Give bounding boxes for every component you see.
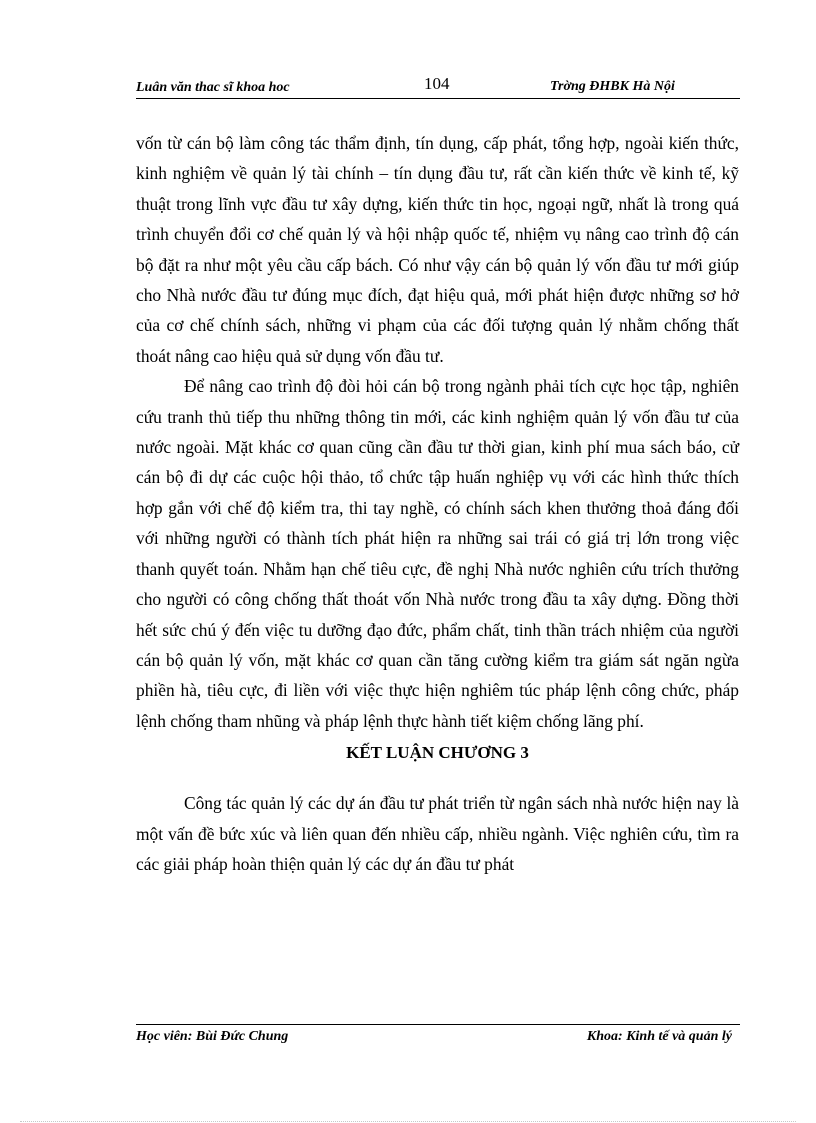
header-university: Trờng ĐHBK Hà Nội [550,79,675,94]
section-heading: KẾT LUẬN CHƯƠNG 3 [346,743,529,763]
document-body [136,128,739,879]
body-paragraph-3: Công tác quản lý các dự án đầu tư phát triển từ ngân sách nhà nước hiện nay là một vấn đề bức xúc và liên quan đến nhiều cấp, nhiều ngành. Việc nghiên cứu, tìm ra các giải pháp hoàn thiện quản lý các dự án đầu tư phát [136,793,739,874]
body-paragraph-1: vốn từ cán bộ làm công tác thẩm định, tín dụng, cấp phát, tổng hợp, ngoài kiến thức, kinh nghiệm về quản lý tài chính – tín dụng đầu tư, rất cần kiến thức về kinh tế, kỹ thuật trong lĩnh vực đầu tư xây dựng, kiến thức tin học, ngoại ngữ, nhất là trong quá trình chuyển đổi cơ chế quản lý và hội nhập quốc tế, nhiệm vụ nâng cao trình độ cán bộ đặt ra như một yêu cầu cấp bách. Có như vậy cán bộ quản lý vốn đầu tư mới giúp cho Nhà nước đầu tư đúng mục đích, đạt hiệu quả, mới phát hiện được những sơ hở của cơ chế chính sách, những vi phạm của các đối tượng quản lý nhằm chống thất thoát nâng cao hiệu quả sử dụng vốn đầu tư. [136,133,739,366]
body-paragraph-2: Để nâng cao trình độ đòi hỏi cán bộ trong ngành phải tích cực học tập, nghiên cứu tranh thủ tiếp thu những thông tin mới, các kinh nghiệm quản lý vốn đầu tư của nước ngoài. Mặt khác cơ quan cũng cần đầu tư thời gian, kinh phí mua sách báo, cử cán bộ đi dự các cuộc hội thảo, tổ chức tập huấn nghiệp vụ với các hình thức thích hợp gắn với chế độ kiểm tra, thi tay nghề, có chính sách khen thưởng thoả đáng đối với những người có thành tích phát hiện ra những sai trái có giá trị lớn trong việc thanh quyết toán. Nhằm hạn chế tiêu cực, đề nghị Nhà nước nghiên cứu trích thưởng cho người có công chống thất thoát vốn Nhà nước trong đầu ta xây dựng. Đồng thời hết sức chú ý đến việc tu dưỡng đạo đức, phẩm chất, tinh thần trách nhiệm của người cán bộ quản lý vốn, mặt khác cơ quan cần tăng cường kiểm tra giám sát ngăn ngừa phiền hà, tiêu cực, đi liền với việc thực hiện nghiêm túc pháp lệnh công chức, pháp lệnh chống tham nhũng và pháp lệnh thực hành tiết kiệm chống lãng phí. [136,376,739,731]
header-thesis-title: Luân văn thac sĩ khoa hoc [136,80,290,95]
page-header [136,74,740,99]
page-edge-divider [20,1121,796,1122]
page-number: 104 [424,74,450,93]
footer-student-name: Học viên: Bùi Đức Chung [136,1029,289,1044]
page-footer [136,1024,740,1051]
footer-faculty: Khoa: Kinh tế và quản lý [586,1029,732,1044]
